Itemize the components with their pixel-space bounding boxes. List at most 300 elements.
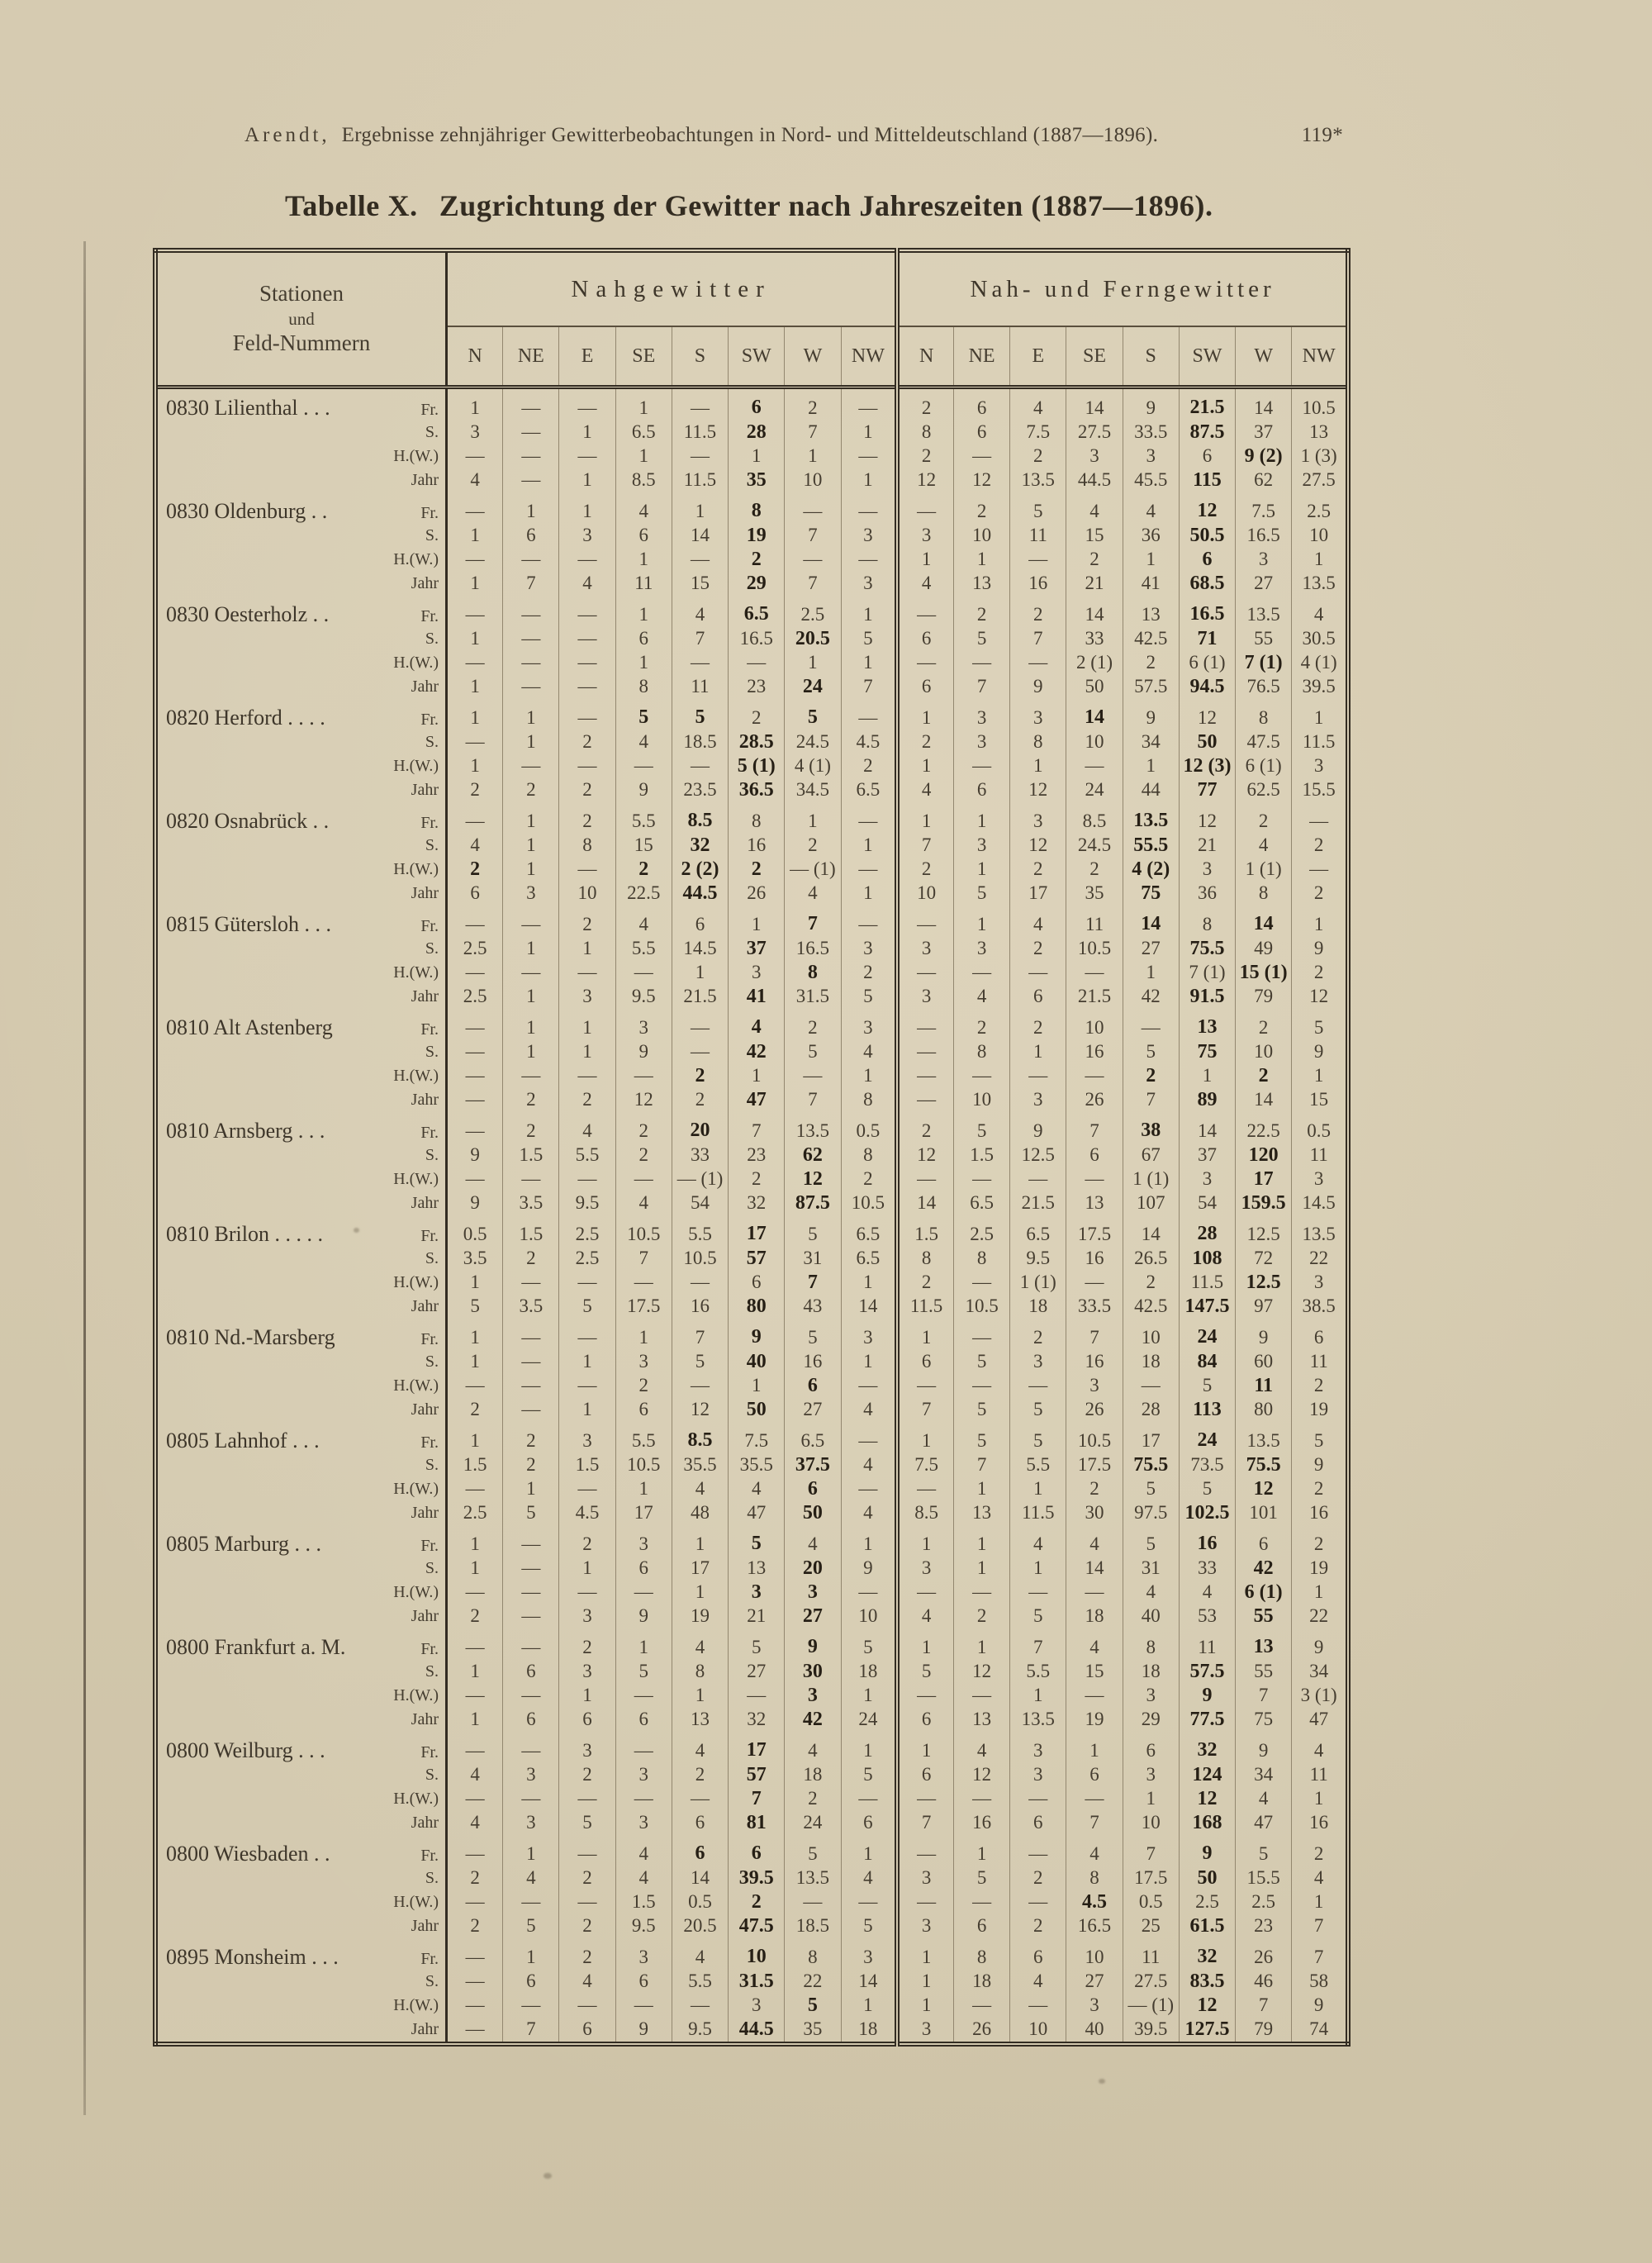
- value-cell: 13: [1236, 1628, 1292, 1660]
- station-season-cell: [155, 596, 447, 627]
- value-cell: 87.5: [1179, 421, 1235, 445]
- col-header-fern-sw: SW: [1179, 326, 1235, 387]
- value-cell: 9: [841, 1557, 897, 1581]
- value-cell: 13: [672, 1708, 728, 1732]
- value-cell: 10: [841, 1605, 897, 1628]
- station-season-cell: [155, 627, 447, 651]
- value-cell: 31: [1123, 1557, 1179, 1581]
- value-cell: 7: [1066, 1319, 1123, 1350]
- value-cell: 10.5: [672, 1247, 728, 1271]
- value-cell: 5: [1123, 1525, 1179, 1557]
- value-cell: 9: [1010, 675, 1066, 699]
- value-cell: 2: [1066, 1477, 1123, 1501]
- station-season-cell: [155, 1143, 447, 1167]
- value-cell: 44.5: [672, 882, 728, 906]
- value-cell: 13: [1066, 1191, 1123, 1215]
- value-cell: —: [503, 1167, 559, 1191]
- value-cell: 1: [615, 445, 672, 468]
- value-cell: —: [447, 1112, 503, 1143]
- station-season-cell: [155, 675, 447, 699]
- station-season-cell: [155, 961, 447, 985]
- value-cell: 37.5: [785, 1453, 841, 1477]
- value-cell: 21: [729, 1605, 785, 1628]
- value-cell: 14.5: [672, 937, 728, 961]
- value-cell: 1: [897, 1422, 953, 1453]
- season-label: S.: [425, 630, 439, 648]
- station-season-cell: [155, 985, 447, 1009]
- value-cell: 1: [841, 1732, 897, 1763]
- value-cell: 3: [841, 524, 897, 548]
- value-cell: 5: [1179, 1374, 1235, 1398]
- value-cell: 1: [503, 802, 559, 834]
- value-cell: 1: [729, 906, 785, 937]
- value-cell: 1: [729, 445, 785, 468]
- value-cell: —: [615, 754, 672, 778]
- value-cell: 24: [785, 675, 841, 699]
- value-cell: 4: [559, 1112, 615, 1143]
- value-cell: 12: [1010, 834, 1066, 858]
- value-cell: —: [447, 651, 503, 675]
- value-cell: 1.5: [559, 1453, 615, 1477]
- value-cell: 1: [1010, 1557, 1066, 1581]
- value-cell: —: [559, 1374, 615, 1398]
- value-cell: 6.5: [841, 1247, 897, 1271]
- value-cell: 16.5: [729, 627, 785, 651]
- station-season-cell: [155, 1628, 447, 1660]
- station-name: 0805 Lahnhof . . .: [166, 1429, 320, 1452]
- value-cell: —: [447, 1994, 503, 2018]
- table-row: [155, 1787, 1348, 1811]
- value-cell: 4: [1066, 492, 1123, 524]
- value-cell: 1: [447, 627, 503, 651]
- value-cell: 6: [615, 1557, 672, 1581]
- value-cell: —: [503, 1628, 559, 1660]
- value-cell: —: [447, 906, 503, 937]
- value-cell: 7: [615, 1247, 672, 1271]
- col-header-stations-line3: Feld-Nummern: [232, 330, 371, 356]
- value-cell: 6: [953, 1914, 1009, 1938]
- value-cell: 11: [1292, 1350, 1348, 1374]
- value-cell: —: [559, 627, 615, 651]
- value-cell: 11.5: [1292, 730, 1348, 754]
- station-season-cell: [155, 1581, 447, 1605]
- value-cell: 1: [447, 1350, 503, 1374]
- value-cell: 4: [1292, 1732, 1348, 1763]
- value-cell: 127.5: [1179, 2018, 1235, 2044]
- value-cell: 4 (1): [785, 754, 841, 778]
- value-cell: 101: [1236, 1501, 1292, 1525]
- col-header-nah-n: N: [447, 326, 503, 387]
- value-cell: 3: [1066, 445, 1123, 468]
- station-season-cell: [155, 1557, 447, 1581]
- value-cell: 1: [1179, 1064, 1235, 1088]
- value-cell: 2: [1292, 1835, 1348, 1866]
- value-cell: 2 (2): [672, 858, 728, 882]
- value-cell: 1: [1292, 1581, 1348, 1605]
- value-cell: 91.5: [1179, 985, 1235, 1009]
- value-cell: 24: [785, 1811, 841, 1835]
- season-label: Jahr: [411, 1710, 439, 1728]
- station-season-cell: [155, 1009, 447, 1040]
- table-row: [155, 834, 1348, 858]
- value-cell: 21: [1179, 834, 1235, 858]
- season-label: Fr.: [420, 814, 439, 832]
- value-cell: 3: [503, 882, 559, 906]
- value-cell: 41: [1123, 572, 1179, 596]
- value-cell: 20: [785, 1557, 841, 1581]
- value-cell: 2: [1236, 1064, 1292, 1088]
- value-cell: —: [503, 1581, 559, 1605]
- station-name: 0810 Arnsberg . . .: [166, 1119, 325, 1143]
- value-cell: 19: [1292, 1398, 1348, 1422]
- station-season-cell: [155, 1684, 447, 1708]
- value-cell: 1: [897, 1525, 953, 1557]
- value-cell: 61.5: [1179, 1914, 1235, 1938]
- value-cell: 9: [1179, 1835, 1235, 1866]
- value-cell: 8: [1010, 730, 1066, 754]
- value-cell: 8: [841, 1088, 897, 1112]
- value-cell: 14: [1236, 906, 1292, 937]
- value-cell: —: [559, 858, 615, 882]
- value-cell: —: [559, 445, 615, 468]
- table-row: [155, 699, 1348, 730]
- value-cell: 4: [672, 1732, 728, 1763]
- value-cell: 42: [785, 1708, 841, 1732]
- value-cell: 4: [785, 882, 841, 906]
- value-cell: 7: [1066, 1811, 1123, 1835]
- value-cell: —: [559, 1994, 615, 2018]
- value-cell: 7: [785, 572, 841, 596]
- value-cell: 26.5: [1123, 1247, 1179, 1271]
- value-cell: 4: [729, 1477, 785, 1501]
- value-cell: 1: [785, 445, 841, 468]
- value-cell: —: [897, 492, 953, 524]
- value-cell: 8: [559, 834, 615, 858]
- value-cell: —: [1010, 548, 1066, 572]
- value-cell: 12: [1236, 1477, 1292, 1501]
- value-cell: 11: [1066, 906, 1123, 937]
- value-cell: 27: [1066, 1970, 1123, 1994]
- value-cell: —: [447, 961, 503, 985]
- value-cell: —: [1066, 1684, 1123, 1708]
- value-cell: 7: [953, 1453, 1009, 1477]
- value-cell: 2: [729, 858, 785, 882]
- value-cell: —: [447, 492, 503, 524]
- season-label: Jahr: [411, 1917, 439, 1935]
- value-cell: 10: [1123, 1319, 1179, 1350]
- value-cell: 2: [615, 858, 672, 882]
- value-cell: 18: [841, 2018, 897, 2044]
- value-cell: 5.5: [615, 937, 672, 961]
- value-cell: 2: [729, 1167, 785, 1191]
- station-season-cell: [155, 651, 447, 675]
- value-cell: 57.5: [1179, 1660, 1235, 1684]
- season-label: S.: [425, 1353, 439, 1371]
- value-cell: —: [1066, 1581, 1123, 1605]
- value-cell: —: [503, 675, 559, 699]
- station-season-cell: [155, 1525, 447, 1557]
- table-row: [155, 1215, 1348, 1247]
- value-cell: 2: [897, 1271, 953, 1295]
- value-cell: 4: [672, 1938, 728, 1970]
- value-cell: 6: [1179, 548, 1235, 572]
- value-cell: 2: [672, 1763, 728, 1787]
- value-cell: 2: [559, 1938, 615, 1970]
- season-label: Fr.: [420, 1124, 439, 1142]
- col-header-nah-sw: SW: [729, 326, 785, 387]
- value-cell: 10.5: [615, 1453, 672, 1477]
- value-cell: 1: [559, 1040, 615, 1064]
- value-cell: 2: [1292, 961, 1348, 985]
- value-cell: 32: [729, 1191, 785, 1215]
- value-cell: —: [615, 1581, 672, 1605]
- value-cell: 4: [1179, 1581, 1235, 1605]
- value-cell: 7.5: [1010, 421, 1066, 445]
- value-cell: 8: [729, 802, 785, 834]
- value-cell: 62: [785, 1143, 841, 1167]
- value-cell: 4: [897, 1605, 953, 1628]
- value-cell: —: [447, 1890, 503, 1914]
- value-cell: 28.5: [729, 730, 785, 754]
- value-cell: 1: [841, 1994, 897, 2018]
- value-cell: 3: [1123, 445, 1179, 468]
- value-cell: —: [503, 1557, 559, 1581]
- value-cell: 2: [559, 1525, 615, 1557]
- value-cell: 3: [615, 1350, 672, 1374]
- value-cell: 33: [672, 1143, 728, 1167]
- value-cell: 11.5: [672, 421, 728, 445]
- season-label: S.: [425, 1456, 439, 1474]
- value-cell: 13.5: [1292, 572, 1348, 596]
- value-cell: 1 (1): [1236, 858, 1292, 882]
- value-cell: 32: [729, 1708, 785, 1732]
- table-row: [155, 937, 1348, 961]
- value-cell: 2: [1010, 937, 1066, 961]
- value-cell: —: [897, 596, 953, 627]
- value-cell: 5: [729, 1525, 785, 1557]
- value-cell: 10: [1010, 2018, 1066, 2044]
- value-cell: 8: [897, 421, 953, 445]
- value-cell: 7 (1): [1236, 651, 1292, 675]
- value-cell: 4: [615, 1191, 672, 1215]
- value-cell: 4: [672, 596, 728, 627]
- value-cell: 6: [897, 675, 953, 699]
- value-cell: 12.5: [1010, 1143, 1066, 1167]
- value-cell: 2: [1010, 1866, 1066, 1890]
- value-cell: 2: [1236, 802, 1292, 834]
- value-cell: —: [447, 1088, 503, 1112]
- value-cell: 5: [447, 1295, 503, 1319]
- value-cell: —: [897, 961, 953, 985]
- table-row: [155, 1732, 1348, 1763]
- value-cell: 16: [785, 1350, 841, 1374]
- col-group-nah-und-ferngewitter: Nah- und Ferngewitter: [897, 250, 1348, 326]
- value-cell: 3: [897, 2018, 953, 2044]
- value-cell: 22.5: [615, 882, 672, 906]
- season-label: Jahr: [411, 1814, 439, 1832]
- value-cell: 6: [1066, 1143, 1123, 1167]
- value-cell: 18.5: [785, 1914, 841, 1938]
- value-cell: 84: [1179, 1350, 1235, 1374]
- value-cell: 14: [1066, 596, 1123, 627]
- value-cell: —: [1010, 1835, 1066, 1866]
- value-cell: —: [503, 754, 559, 778]
- value-cell: 10: [1123, 1811, 1179, 1835]
- value-cell: —: [785, 1064, 841, 1088]
- value-cell: 44.5: [1066, 468, 1123, 492]
- value-cell: 43: [785, 1295, 841, 1319]
- table-row: [155, 1890, 1348, 1914]
- season-label: Fr.: [420, 401, 439, 419]
- value-cell: 42.5: [1123, 627, 1179, 651]
- value-cell: 27.5: [1066, 421, 1123, 445]
- value-cell: 4: [841, 1398, 897, 1422]
- value-cell: 14.5: [1292, 1191, 1348, 1215]
- value-cell: —: [1010, 1890, 1066, 1914]
- value-cell: 5.5: [672, 1970, 728, 1994]
- value-cell: 23: [1236, 1914, 1292, 1938]
- value-cell: 13: [953, 1708, 1009, 1732]
- value-cell: 3: [1236, 548, 1292, 572]
- value-cell: 1: [841, 1835, 897, 1866]
- station-season-cell: [155, 1295, 447, 1319]
- value-cell: 3: [729, 961, 785, 985]
- value-cell: 10.5: [1292, 387, 1348, 421]
- value-cell: 4: [841, 1453, 897, 1477]
- value-cell: 18: [1066, 1605, 1123, 1628]
- table-row: [155, 1422, 1348, 1453]
- value-cell: 87.5: [785, 1191, 841, 1215]
- value-cell: 6: [841, 1811, 897, 1835]
- station-season-cell: [155, 1088, 447, 1112]
- value-cell: 0.5: [672, 1890, 728, 1914]
- value-cell: 108: [1179, 1247, 1235, 1271]
- value-cell: 6: [672, 1835, 728, 1866]
- value-cell: 1: [559, 468, 615, 492]
- value-cell: 47.5: [729, 1914, 785, 1938]
- station-season-cell: [155, 1835, 447, 1866]
- value-cell: 1: [785, 802, 841, 834]
- value-cell: 2: [559, 1866, 615, 1890]
- value-cell: 19: [729, 524, 785, 548]
- table-row: [155, 1525, 1348, 1557]
- value-cell: 12: [785, 1167, 841, 1191]
- value-cell: 10.5: [1066, 937, 1123, 961]
- value-cell: 10.5: [615, 1215, 672, 1247]
- value-cell: 6: [785, 1374, 841, 1398]
- value-cell: 15: [615, 834, 672, 858]
- value-cell: 11.5: [1010, 1501, 1066, 1525]
- value-cell: 5: [1292, 1009, 1348, 1040]
- table-row: [155, 985, 1348, 1009]
- value-cell: 6: [953, 387, 1009, 421]
- station-season-cell: [155, 1112, 447, 1143]
- value-cell: 24: [1179, 1422, 1235, 1453]
- value-cell: 1.5: [953, 1143, 1009, 1167]
- station-season-cell: [155, 1660, 447, 1684]
- value-cell: 15: [1066, 524, 1123, 548]
- value-cell: 13: [1292, 421, 1348, 445]
- value-cell: 6: [503, 524, 559, 548]
- value-cell: —: [1066, 1064, 1123, 1088]
- value-cell: 1: [897, 1938, 953, 1970]
- value-cell: 2: [1010, 1319, 1066, 1350]
- season-label: H.(W.): [393, 860, 439, 878]
- value-cell: 102.5: [1179, 1501, 1235, 1525]
- value-cell: 5: [503, 1914, 559, 1938]
- value-cell: 8: [1236, 699, 1292, 730]
- value-cell: 9: [1236, 1319, 1292, 1350]
- value-cell: 4.5: [1066, 1890, 1123, 1914]
- value-cell: 6 (1): [1236, 754, 1292, 778]
- value-cell: 13.5: [1123, 802, 1179, 834]
- value-cell: 15: [672, 572, 728, 596]
- value-cell: 6: [615, 524, 672, 548]
- value-cell: 13.5: [1292, 1215, 1348, 1247]
- table-row: [155, 1350, 1348, 1374]
- value-cell: 13.5: [785, 1866, 841, 1890]
- station-season-cell: [155, 1064, 447, 1088]
- value-cell: 1: [447, 524, 503, 548]
- value-cell: 4: [897, 572, 953, 596]
- value-cell: 12.5: [1236, 1215, 1292, 1247]
- value-cell: 1: [559, 937, 615, 961]
- value-cell: 5: [1010, 1398, 1066, 1422]
- table-body: [155, 387, 1348, 2045]
- value-cell: 5: [841, 985, 897, 1009]
- value-cell: 27: [785, 1398, 841, 1422]
- value-cell: 44: [1123, 778, 1179, 802]
- value-cell: 16.5: [1179, 596, 1235, 627]
- value-cell: 1: [841, 651, 897, 675]
- value-cell: 5: [785, 1994, 841, 2018]
- value-cell: —: [615, 961, 672, 985]
- value-cell: 6: [503, 1660, 559, 1684]
- value-cell: 7: [729, 1112, 785, 1143]
- table-row: [155, 1167, 1348, 1191]
- page-number: 119*: [1301, 124, 1343, 146]
- value-cell: —: [503, 906, 559, 937]
- value-cell: 6.5: [729, 596, 785, 627]
- table-row: [155, 524, 1348, 548]
- col-header-fern-w: W: [1236, 326, 1292, 387]
- value-cell: 1: [503, 492, 559, 524]
- value-cell: 2: [615, 1112, 672, 1143]
- value-cell: 2: [785, 834, 841, 858]
- value-cell: 9: [615, 778, 672, 802]
- season-label: Fr.: [420, 1847, 439, 1865]
- value-cell: 3: [897, 524, 953, 548]
- table-row: [155, 906, 1348, 937]
- value-cell: 23: [729, 1143, 785, 1167]
- table-row: [155, 1112, 1348, 1143]
- value-cell: 35.5: [729, 1453, 785, 1477]
- value-cell: 2: [503, 1112, 559, 1143]
- station-season-cell: [155, 572, 447, 596]
- value-cell: —: [503, 1374, 559, 1398]
- value-cell: 2: [1010, 445, 1066, 468]
- value-cell: 12: [1179, 699, 1235, 730]
- value-cell: 6: [729, 387, 785, 421]
- value-cell: 80: [1236, 1398, 1292, 1422]
- value-cell: —: [615, 1271, 672, 1295]
- value-cell: 3: [1066, 1994, 1123, 2018]
- value-cell: 5: [841, 1763, 897, 1787]
- value-cell: 32: [1179, 1938, 1235, 1970]
- value-cell: 1: [503, 834, 559, 858]
- table-row: [155, 778, 1348, 802]
- value-cell: —: [559, 699, 615, 730]
